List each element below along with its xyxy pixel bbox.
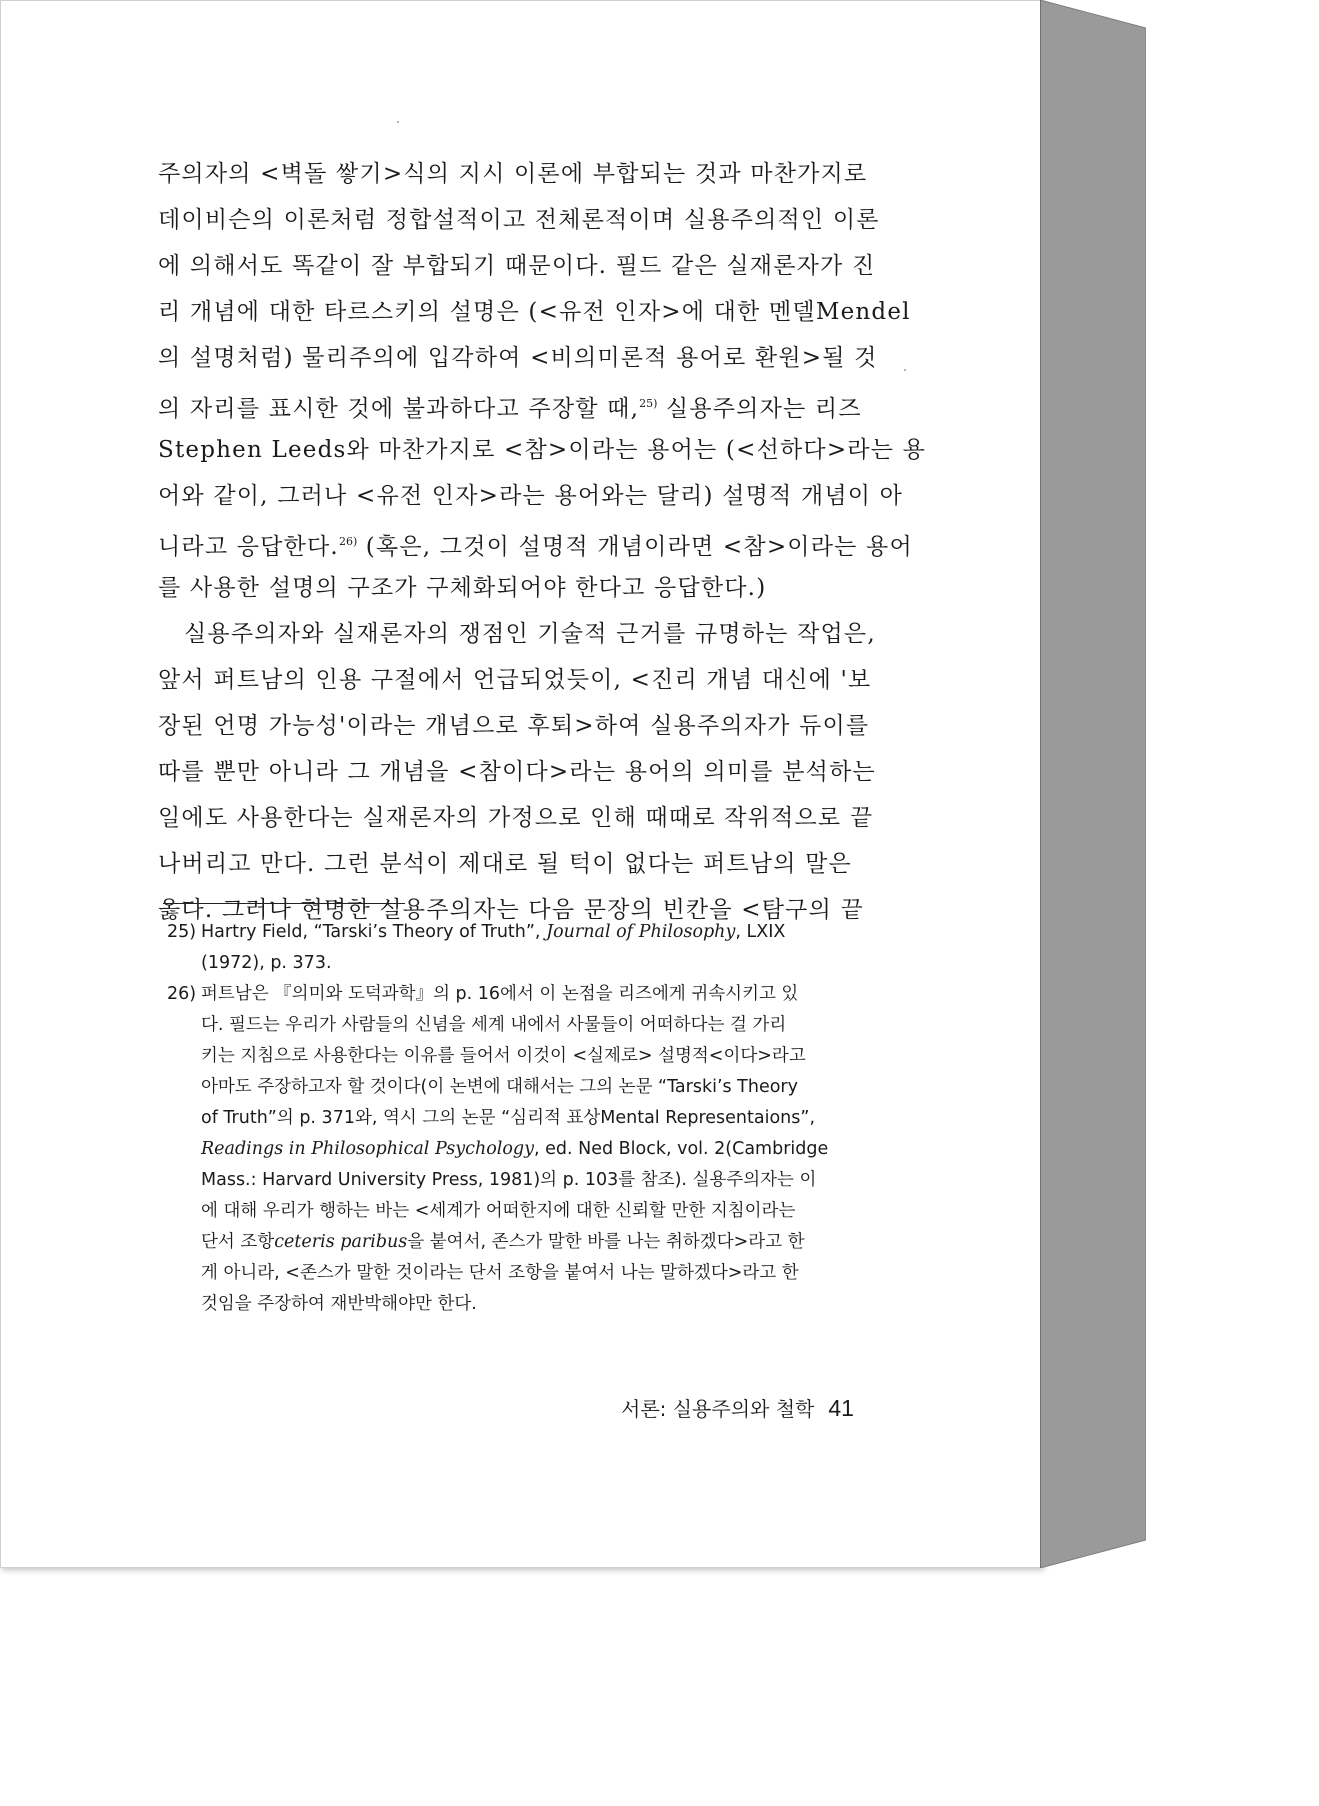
book-spine-shape: [1040, 0, 1146, 1568]
body-line: 따를 뿐만 아니라 그 개념을 <참이다>라는 용어의 의미를 분석하는: [158, 759, 876, 785]
body-line: 주의자의 <벽돌 쌓기>식의 지시 이론에 부합되는 것과 마찬가지로: [158, 161, 868, 187]
footnote-ref-26: 26): [338, 535, 358, 548]
body-text-span: 의 자리를 표시한 것에 불과하다고 주장할 때,: [158, 396, 640, 422]
footnote-text: 을 붙여서, 존스가 말한 바를 나는 취하겠다>라고 한: [407, 1232, 805, 1252]
page-number: 41: [828, 1395, 854, 1421]
footnote-25: [167, 917, 889, 979]
body-text: [158, 151, 927, 933]
body-line: 나버리고 만다. 그런 분석이 제대로 될 턱이 없다는 퍼트남의 말은: [158, 851, 852, 877]
body-line: 데이비슨의 이론처럼 정합설적이고 전체론적이며 실용주의적인 이론: [158, 207, 880, 233]
scan-speck: [397, 121, 399, 123]
scan-speck: [904, 369, 906, 371]
body-line: 일에도 사용한다는 실재론자의 가정으로 인해 때때로 작위적으로 끝: [158, 805, 874, 831]
running-title: 서론: 실용주의와 철학: [621, 1397, 815, 1421]
latin-term: ceteris paribus: [274, 1232, 408, 1252]
footnote-line: 아마도 주장하고자 할 것이다(이 논변에 대해서는 그의 논문 “Tarski’s Theory: [201, 1077, 798, 1097]
book-spine: [1040, 0, 1146, 1568]
body-line: 를 사용한 설명의 구조가 구체화되어야 한다고 응답한다.): [158, 575, 767, 601]
footnote-line: of Truth”의 p. 371와, 역시 그의 논문 “심리적 표상Mental Representaions”,: [201, 1108, 816, 1128]
footnote-line: [167, 979, 889, 1010]
footnote-number: 26): [167, 984, 197, 1004]
body-line: 장된 언명 가능성'이라는 개념으로 후퇴>하여 실용주의자가 듀이를: [158, 713, 870, 739]
footnote-line: 다. 필드는 우리가 사람들의 신념을 세계 내에서 사물들이 어떠하다는 걸 가리: [201, 1015, 787, 1035]
footnote-text: , ed. Ned Block, vol. 2(Cambridge: [533, 1139, 829, 1159]
body-line: [158, 381, 886, 427]
body-text-span: (혹은, 그것이 설명적 개념이라면 <참>이라는 용어: [357, 534, 913, 560]
footnote-line: (1972), p. 373.: [201, 953, 332, 973]
footnote-26: [167, 979, 889, 1320]
footnote-line: [167, 1134, 889, 1165]
footnote-line: [167, 917, 889, 948]
footnote-text: Hartry Field, “Tarski’s Theory of Truth”,: [201, 922, 547, 942]
footnote-line: 에 대해 우리가 행하는 바는 <세계가 어떠한지에 대한 신뢰할 만한 지침이라는: [201, 1201, 796, 1221]
body-line: 에 의해서도 똑같이 잘 부합되기 때문이다. 필드 같은 실재론자가 진: [158, 253, 876, 279]
body-text-span: 니라고 응답한다.: [158, 534, 339, 560]
body-line: 옳다. 그러나 현명한 실용주의자는 다음 문장의 빈칸을 <탐구의 끝: [158, 897, 864, 923]
footnote-line: 것임을 주장하여 재반박해야만 한다.: [201, 1294, 477, 1314]
footnote-text: , LXIX: [735, 922, 786, 942]
footnote-text: 단서 조항: [201, 1232, 275, 1252]
footnote-ref-25: 25): [639, 397, 658, 410]
body-line: 어와 같이, 그러나 <유전 인자>라는 용어와는 달리) 설명적 개념이 아: [158, 483, 904, 509]
footnote-text: 퍼트남은 『의미와 도덕과학』의 p. 16에서 이 논점을 리즈에게 귀속시키고 있: [201, 984, 799, 1004]
body-line: Stephen Leeds와 마찬가지로 <참>이라는 용어는 (<선하다>라는 용: [158, 437, 927, 463]
footnotes: [167, 917, 889, 1320]
footnote-line: [167, 1227, 889, 1258]
footnote-line: 게 아니라, <존스가 말한 것이라는 단서 조항을 붙여서 나는 말하겠다>라고 한: [201, 1263, 799, 1283]
body-line: 리 개념에 대한 타르스키의 설명은 (<유전 인자>에 대한 멘델Mendel: [158, 299, 911, 325]
footnote-separator: [163, 903, 405, 904]
body-line: 의 설명처럼) 물리주의에 입각하여 <비의미론적 용어로 환원>될 것: [158, 345, 878, 371]
footnote-line: Mass.: Harvard University Press, 1981)의 p. 103를 참조). 실용주의자는 이: [201, 1170, 817, 1190]
body-line: 앞서 퍼트남의 인용 구절에서 언급되었듯이, <진리 개념 대신에 '보: [158, 667, 872, 693]
book-title: Readings in Philosophical Psychology: [201, 1139, 534, 1159]
footnote-line: 키는 지침으로 사용한다는 이유를 들어서 이것이 <실제로> 설명적<이다>라고: [201, 1046, 806, 1066]
journal-title: Journal of Philosophy: [546, 922, 736, 942]
body-text-span: 실용주의자는 리즈: [657, 396, 862, 422]
paragraph-start-line: 실용주의자와 실재론자의 쟁점인 기술적 근거를 규명하는 작업은,: [184, 621, 876, 647]
body-line: [158, 519, 913, 565]
footnote-number: 25): [167, 922, 197, 942]
running-footer: [621, 1393, 854, 1422]
